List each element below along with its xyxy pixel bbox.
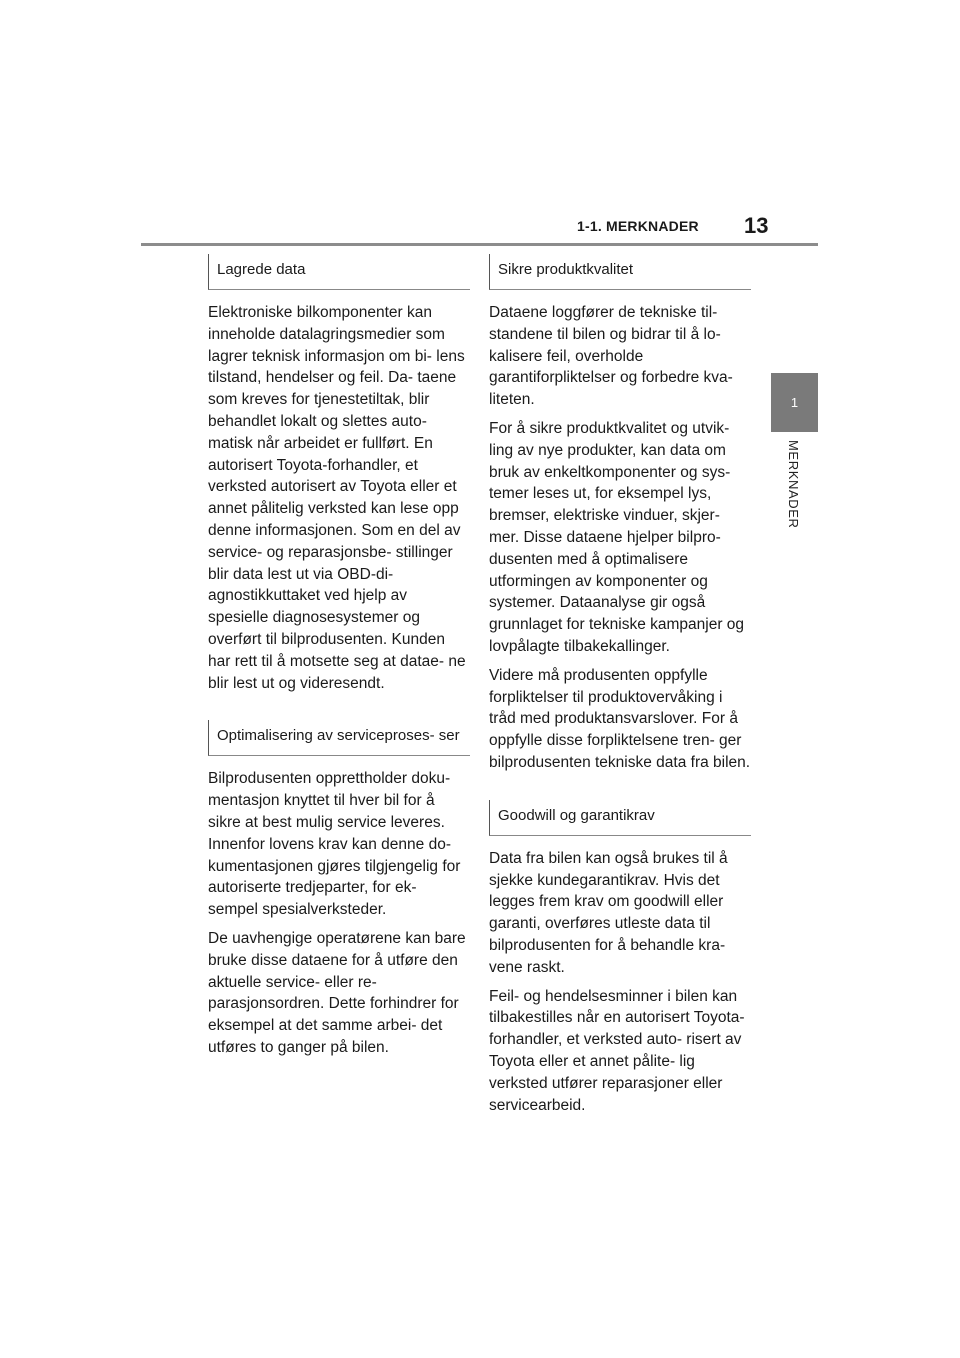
body-paragraph: Data fra bilen kan også brukes til å sjekke kundegarantikrav. Hvis det legges frem krav om goodwill eller garanti, overføres utleste data til bilprodusenten for å behandle kra- vene raskt. [489,849,728,976]
section-title: 1-1. MERKNADER [577,218,699,234]
section-heading: Goodwill og garantikrav [489,800,751,836]
chapter-tab-number: 1 [790,395,799,410]
body-paragraph: Elektroniske bilkomponenter kan inneholde datalagringsmedier som lagrer teknisk informasjon om bi- lens tilstand, hendelser og feil. Da- taene som kreves for tjenestetiltak, blir behandlet lokalt og slettes auto- matisk når arbeidet er fullført. En autorisert Toyota-forhandler, et verksted autorisert av Toyota eller et annet pålitelig verksted kan lese opp denne informasjonen. Som en del av service- og reparasjonsbe- stillinger blir data lest ut via OBD-di- agnostikkuttaket ved hjelp av spesielle diagnosesystemer og overført til bilprodusenten. Kunden har rett til å motsette seg at datae- ne blir lest ut og videresendt. [208,304,466,692]
body-paragraph: Dataene loggfører de tekniske til- standene til bilen og bidrar til å lo- kalisere feil, overholde garantiforpliktelser og forbedre kva- liteten. [489,304,733,409]
section-heading: Lagrede data [208,254,470,290]
left-column [208,254,470,1066]
body-paragraph: De uavhengige operatørene kan bare bruke disse dataene for å utføre den aktuelle service- eller re- parasjonsordren. Dette forhindrer for eksempel at det samme arbei- det utføres to ganger på bilen. [208,929,466,1056]
chapter-tab [771,373,818,432]
body-paragraph: Feil- og hendelsesminner i bilen kan tilbakestilles når en autorisert Toyota-forhandler, et verksted auto- risert av Toyota eller et annet pålite- lig verksted utfører reparasjoner eller servicearbeid. [489,987,745,1114]
body-paragraph: Bilprodusenten opprettholder doku- mentasjon knyttet til hver bil for å sikre at best mulig service leveres. Innenfor lovens krav kan denne do- kumentasjonen gjøres tilgjengelig for autoriserte tredjeparter, for ek- sempel spesialverksteder. [208,770,461,919]
right-column [489,254,751,1123]
section-heading: Optimalisering av serviceproses- ser [208,720,470,756]
chapter-side-label: MERKNADER [786,440,801,529]
header-divider [141,243,818,246]
page-number: 13 [744,213,769,238]
body-paragraph: For å sikre produktkvalitet og utvik- ling av nye produkter, kan data om bruk av enkeltkomponenter og sys- temer leses ut, for eksempel lys, bremser, elektriske vinduer, skjer- mer. Disse dataene hjelper bilpro- dusenten med å optimalisere utformingen av komponenter og systemer. Dataanalyse gir også grunnlaget for tekniske kampanjer og lovpålagte tilbakekallinger. [489,419,745,655]
body-paragraph: Videre må produsenten oppfylle forpliktelser til produktovervåking i tråd med produktansvarslover. For å oppfylle disse forpliktelsene tren- ger bilprodusenten tekniske data fra bilen. [489,666,751,771]
section-heading: Sikre produktkvalitet [489,254,751,290]
